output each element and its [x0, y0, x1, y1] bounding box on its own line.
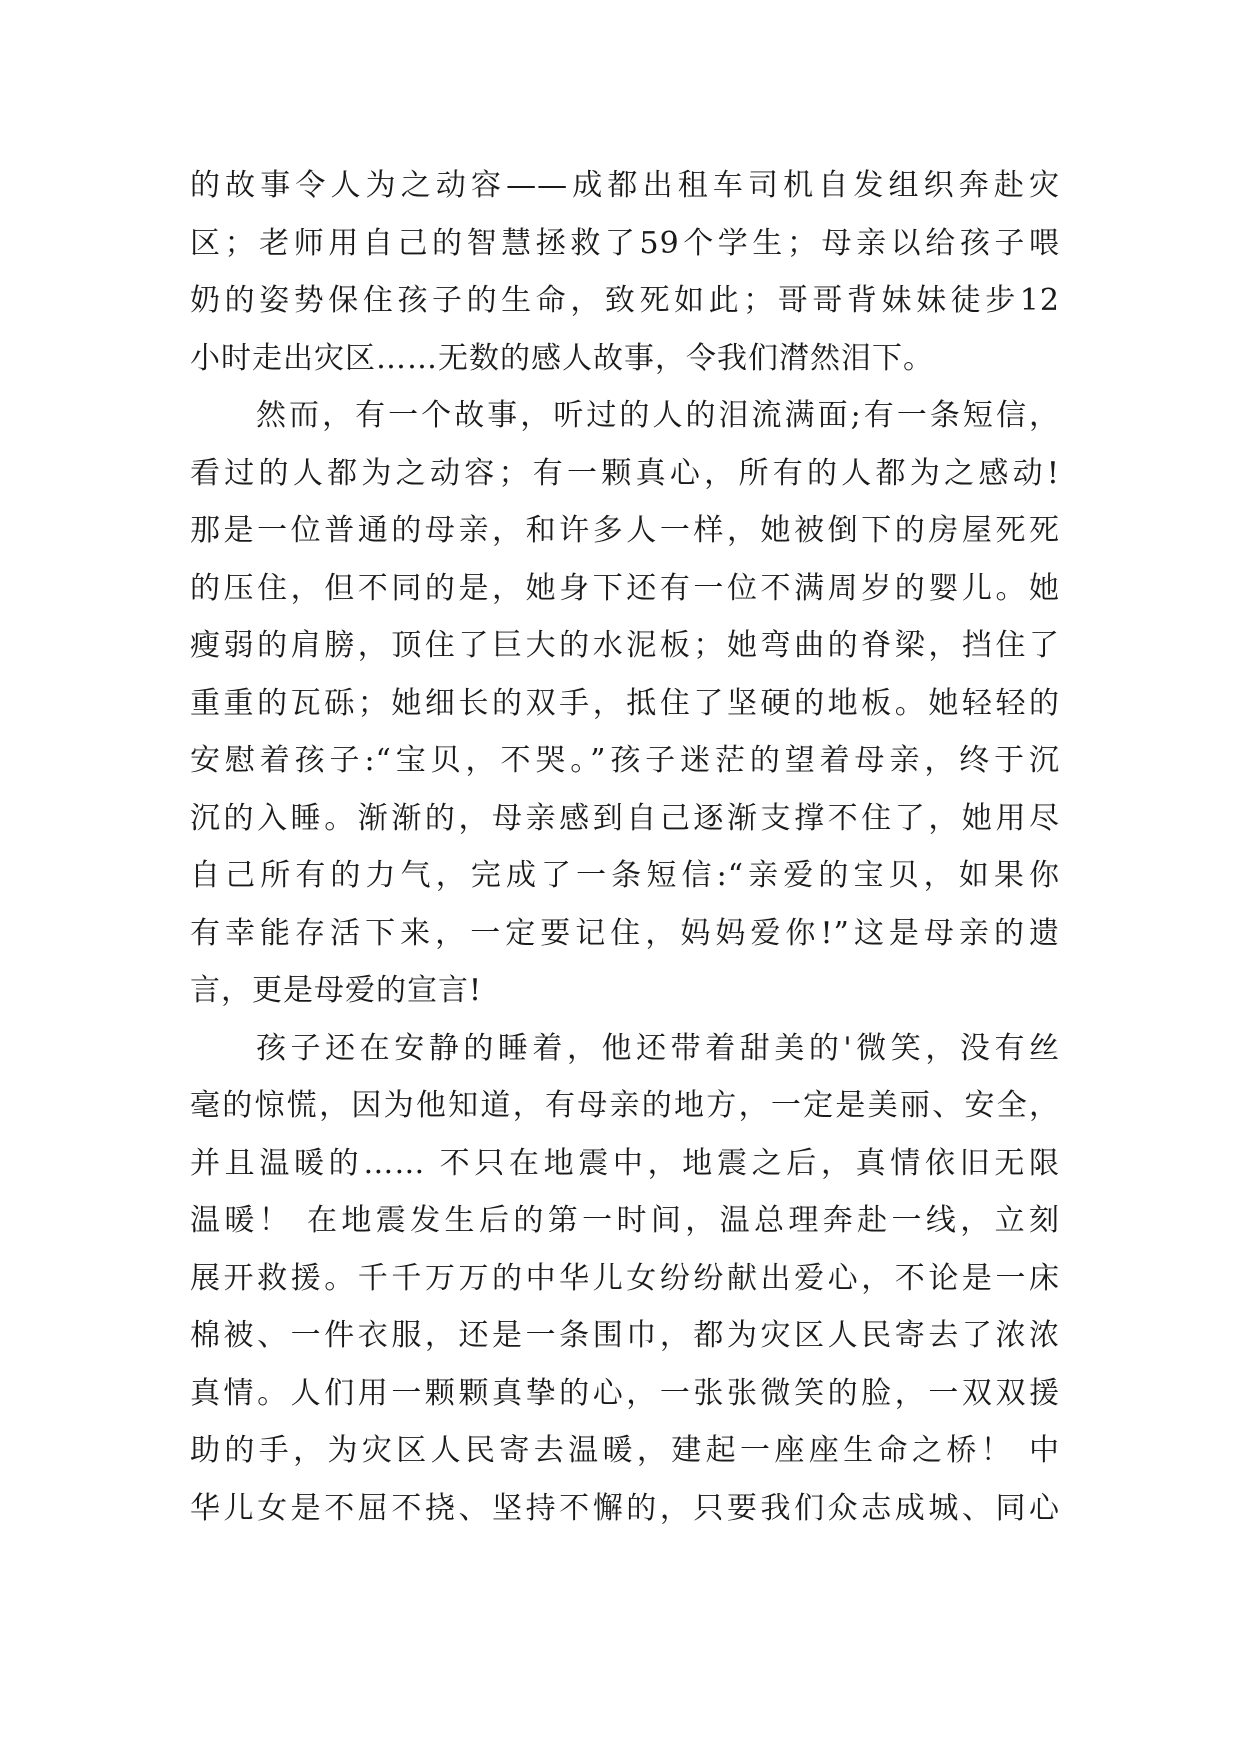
paragraph — [190, 1020, 1060, 1538]
text-line: 那是一位普通的母亲，和许多人一样，她被倒下的房屋死死 — [190, 513, 1060, 548]
text-line: 然而，有一个故事，听过的人的泪流满面;有一条短信， — [256, 398, 1060, 433]
text-line: 温暖！ 在地震发生后的第一时间，温总理奔赴一线，立刻 — [190, 1203, 1060, 1238]
text-line: 看过的人都为之动容；有一颗真心，所有的人都为之感动! — [190, 455, 1060, 491]
text-line: 华儿女是不屈不挠、坚持不懈的，只要我们众志成城、同心 — [190, 1490, 1060, 1526]
body-text — [190, 157, 1060, 1537]
text-line: 的压住，但不同的是，她身下还有一位不满周岁的婴儿。她 — [190, 570, 1060, 606]
text-line: 奶的姿势保住孩子的生命，致死如此；哥哥背妹妹徒步12 — [190, 283, 1060, 318]
text-line: 言，更是母爱的宣言! — [190, 973, 483, 1008]
text-line: 的故事令人为之动容——成都出租车司机自发组织奔赴灾 — [190, 168, 1060, 203]
text-line: 毫的惊慌，因为他知道，有母亲的地方，一定是美丽、安全， — [190, 1088, 1060, 1123]
text-line: 真情。人们用一颗颗真挚的心，一张张微笑的脸，一双双援 — [190, 1375, 1060, 1411]
text-line: 安慰着孩子:“宝贝，不哭。”孩子迷茫的望着母亲，终于沉 — [190, 743, 1060, 778]
text-line: 瘦弱的肩膀，顶住了巨大的水泥板；她弯曲的脊梁，挡住了 — [190, 628, 1060, 663]
text-line: 沉的入睡。渐渐的，母亲感到自己逐渐支撑不住了，她用尽 — [190, 800, 1060, 836]
text-line: 展开救援。千千万万的中华儿女纷纷献出爱心，不论是一床 — [190, 1260, 1060, 1296]
text-line: 孩子还在安静的睡着，他还带着甜美的'微笑，没有丝 — [256, 1030, 1060, 1066]
text-line: 区；老师用自己的智慧拯救了59个学生；母亲以给孩子喂 — [190, 225, 1060, 261]
text-line: 自己所有的力气，完成了一条短信:“亲爱的宝贝，如果你 — [190, 858, 1060, 893]
text-line: 小时走出灾区……无数的感人故事，令我们潸然泪下。 — [190, 340, 934, 376]
paragraph — [190, 157, 1060, 387]
text-line: 并且温暖的…… 不只在地震中，地震之后，真情依旧无限 — [190, 1145, 1060, 1181]
text-line: 助的手，为灾区人民寄去温暖，建起一座座生命之桥！ 中 — [190, 1433, 1060, 1468]
text-line: 棉被、一件衣服，还是一条围巾，都为灾区人民寄去了浓浓 — [190, 1318, 1060, 1353]
text-line: 有幸能存活下来，一定要记住，妈妈爱你!”这是母亲的遗 — [190, 915, 1060, 951]
text-line: 重重的瓦砾；她细长的双手，抵住了坚硬的地板。她轻轻的 — [190, 685, 1060, 721]
paragraph — [190, 387, 1060, 1020]
